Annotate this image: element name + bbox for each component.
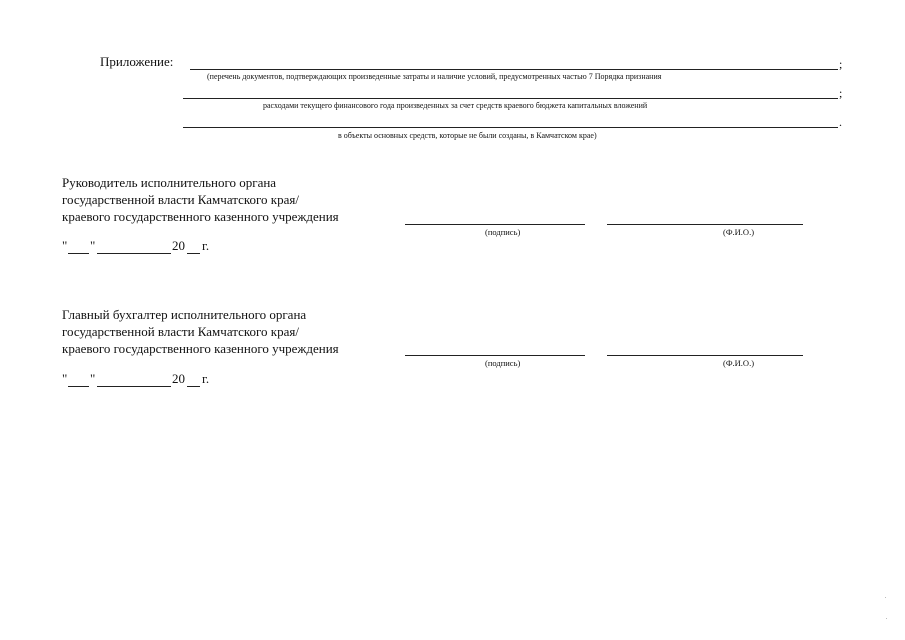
head-date-year-line — [187, 253, 200, 254]
head-name-line — [607, 224, 803, 225]
head-date-month-line — [97, 253, 171, 254]
accountant-date-day-line — [68, 386, 89, 387]
appendix-hint-1: (перечень документов, подтверждающих произведенные затраты и наличие условий, предусмотренных частью 7 Порядка признания — [207, 72, 662, 81]
appendix-hint-3: в объекты основных средств, которые не были созданы, в Камчатском крае) — [338, 131, 597, 140]
accountant-date-quote-open: " — [62, 371, 68, 386]
accountant-title-line-1: Главный бухгалтер исполнительного органа — [62, 307, 307, 322]
head-title-line-1: Руководитель исполнительного органа — [62, 175, 277, 190]
appendix-line-2 — [183, 98, 838, 99]
accountant-signature-line — [405, 355, 585, 356]
scan-speck — [885, 597, 886, 598]
appendix-line-3-end: . — [839, 115, 842, 129]
head-name-caption: (Ф.И.О.) — [723, 227, 755, 237]
appendix-line-2-end: ; — [839, 86, 843, 100]
accountant-name-line — [607, 355, 803, 356]
head-title-line-2: государственной власти Камчатского края/ — [62, 192, 299, 207]
accountant-signature-caption: (подпись) — [485, 358, 521, 368]
head-date-quote-open: " — [62, 238, 68, 253]
head-date-year-prefix: 20 — [172, 238, 185, 253]
head-signature-line — [405, 224, 585, 225]
head-signature-caption: (подпись) — [485, 227, 521, 237]
head-date-day-line — [68, 253, 89, 254]
accountant-date-quote-close: " — [90, 371, 96, 386]
accountant-date-year-prefix: 20 — [172, 371, 185, 386]
appendix-label: Приложение: — [100, 54, 174, 69]
appendix-line-1-end: ; — [839, 57, 843, 71]
accountant-title-line-2: государственной власти Камчатского края/ — [62, 324, 299, 339]
accountant-date-year-line — [187, 386, 200, 387]
accountant-date-suffix: г. — [202, 371, 210, 386]
accountant-title-line-3: краевого государственного казенного учреждения — [62, 341, 339, 356]
accountant-date-month-line — [97, 386, 171, 387]
scan-speck — [886, 618, 887, 619]
head-title-line-3: краевого государственного казенного учреждения — [62, 209, 339, 224]
appendix-line-3 — [183, 127, 838, 128]
accountant-name-caption: (Ф.И.О.) — [723, 358, 755, 368]
head-date-quote-close: " — [90, 238, 96, 253]
head-date-suffix: г. — [202, 238, 210, 253]
appendix-hint-2: расходами текущего финансового года произведенных за счет средств краевого бюджета капитальных вложений — [263, 101, 648, 110]
appendix-line-1 — [190, 69, 838, 70]
